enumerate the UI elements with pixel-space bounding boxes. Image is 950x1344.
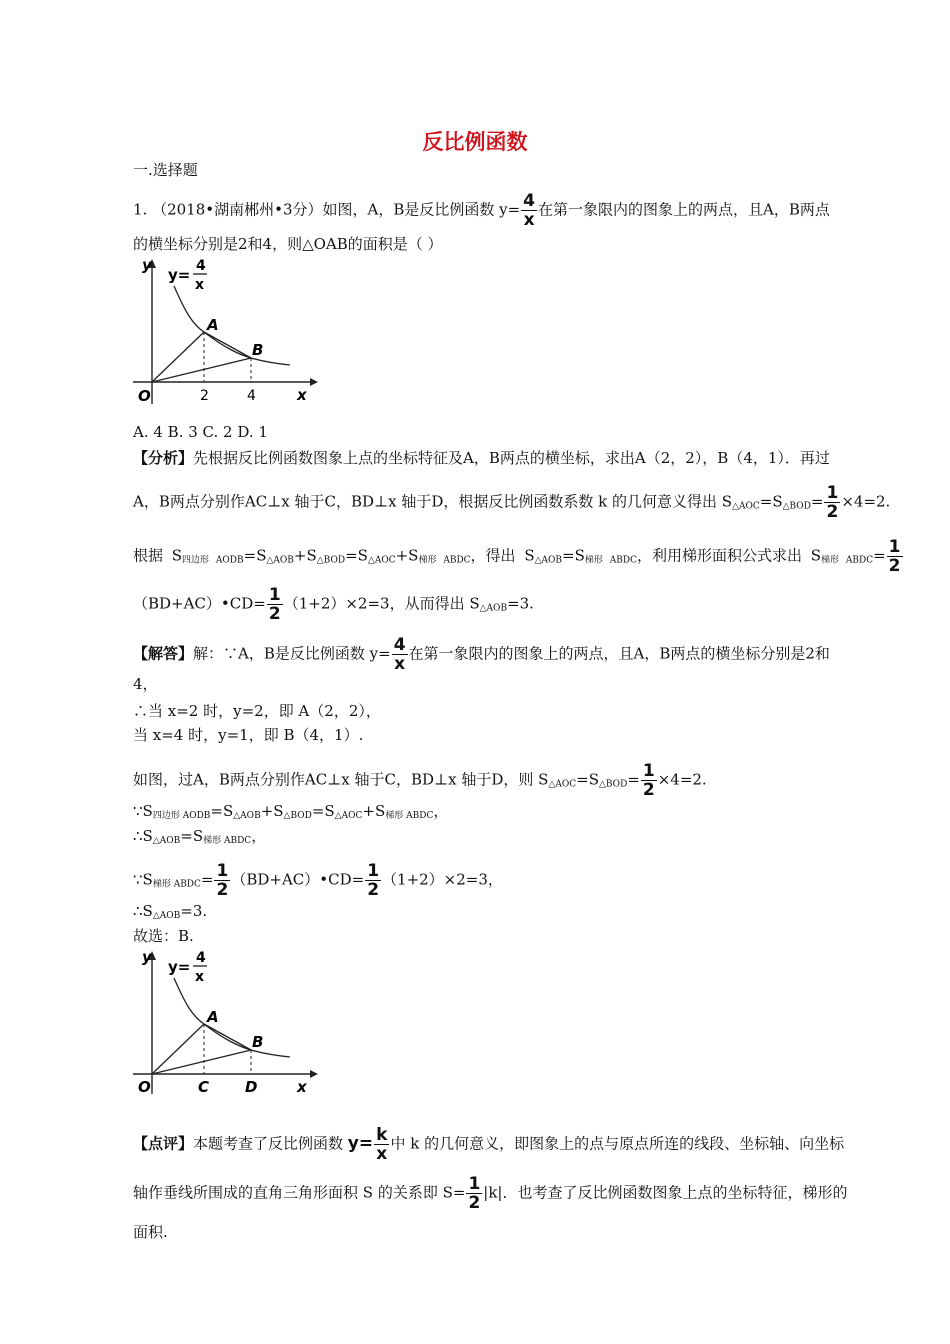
- subscript: △BOD: [283, 811, 312, 821]
- subscript: 梯形 ABDC: [821, 555, 874, 566]
- hyperbola-curve: [174, 286, 290, 365]
- analysis-text: +S: [293, 546, 317, 565]
- subscript: 梯形 ABDC: [418, 555, 471, 566]
- analysis-text: =S: [562, 546, 585, 565]
- analysis-text: =S: [243, 546, 267, 565]
- question-text: 1. （2018•湖南郴州•3分）如图，A，B是反比例函数 y=: [133, 200, 521, 219]
- origin-label: O: [138, 1078, 151, 1096]
- solution-answer: 故选：B.: [133, 927, 194, 945]
- tick-label-4: 4: [247, 388, 256, 404]
- segment-oa: [152, 1024, 204, 1074]
- subscript: △AOB: [152, 911, 181, 921]
- fraction-4-over-x: [521, 192, 537, 229]
- fraction-numerator: 1: [888, 537, 901, 557]
- fraction-numerator: 4: [523, 191, 536, 211]
- point-c-label: C: [198, 1078, 210, 1096]
- fraction-denominator: 2: [268, 604, 281, 624]
- hyperbola-curve: [174, 978, 290, 1057]
- subscript: 四边形 AODB: [152, 811, 211, 821]
- subscript: △AOB: [266, 555, 294, 566]
- subscript: △AOB: [233, 811, 261, 821]
- fraction-numerator: 1: [367, 861, 380, 881]
- subscript: 梯形 ABDC: [152, 879, 201, 890]
- solution-line-5: [133, 762, 707, 799]
- analysis-text: 先根据反比例函数图象上点的坐标特征及A，B两点的横坐标，求出A（2，2），B（4，1）．再过: [193, 449, 830, 467]
- comment-text: 中 k 的几何意义，即图象上的点与原点所连的线段、坐标轴、向坐标: [390, 1134, 845, 1153]
- solution-line-2: 4，: [133, 675, 158, 693]
- subscript: △AOC: [334, 811, 363, 821]
- solution-text: ∵S: [133, 870, 153, 889]
- comment-text: 轴作垂线所围成的直角三角形面积 S 的关系即 S=: [133, 1183, 466, 1202]
- subscript: △AOC: [548, 779, 577, 790]
- analysis-text: 根据 S: [133, 546, 183, 565]
- analysis-text: ，得出 S: [470, 546, 535, 565]
- solution-text: =S: [210, 802, 234, 820]
- subscript: △BOD: [598, 779, 628, 790]
- solution-text: （BD+AC）•CD=: [231, 870, 365, 889]
- solution-text: =3.: [180, 902, 208, 920]
- solution-line-3: ∴当 x=2 时，y=2，即 A（2，2），: [133, 702, 381, 720]
- fraction-denominator: x: [394, 654, 406, 674]
- fraction-numerator: 1: [216, 861, 229, 881]
- function-denominator: x: [195, 969, 205, 985]
- figure-graph-1: [130, 256, 320, 408]
- subscript: △AOC: [367, 555, 396, 566]
- function-numerator: 4: [196, 950, 206, 966]
- solution-text: ∴S: [133, 827, 153, 845]
- function-denominator: x: [195, 277, 205, 293]
- function-label: y=: [168, 266, 191, 284]
- analysis-text: A，B两点分别作AC⊥x 轴于C，BD⊥x 轴于D，根据反比例函数系数 k 的几何意义得出 S: [133, 492, 733, 511]
- x-axis-label: x: [297, 386, 307, 404]
- x-axis-arrow: [310, 378, 318, 386]
- point-a-label: A: [207, 316, 219, 334]
- subscript: 梯形 ABDC: [203, 836, 252, 846]
- answer-options: A. 4 B. 3 C. 2 D. 1: [133, 423, 268, 441]
- solution-text: =S: [576, 770, 599, 789]
- subscript: △AOB: [479, 603, 508, 614]
- fraction-one-half: [466, 1175, 482, 1212]
- analysis-text: =: [873, 546, 886, 565]
- comment-line-1: [133, 1126, 844, 1163]
- subscript: △BOD: [782, 501, 811, 512]
- solution-text: ∵S: [133, 802, 153, 820]
- section-heading: 一.选择题: [133, 161, 198, 179]
- solution-text: =: [627, 770, 640, 789]
- fraction-numerator: 1: [268, 585, 281, 605]
- origin-label: O: [138, 387, 151, 405]
- solution-label: 【解答】: [133, 644, 194, 663]
- segment-ob: [152, 358, 251, 382]
- solution-text: ∴S: [133, 902, 153, 920]
- solution-text: +S: [260, 802, 284, 820]
- solution-text: ，: [251, 827, 267, 845]
- question-line-2: 的横坐标分别是2和4，则△OAB的面积是（ ）: [133, 235, 443, 253]
- fraction-numerator: 1: [826, 483, 839, 503]
- fraction-4-over-x: [392, 636, 408, 673]
- solution-line-7: [133, 826, 266, 851]
- subscript: 梯形 ABDC: [584, 555, 637, 566]
- analysis-text: ×4=2.: [841, 492, 891, 511]
- function-numerator: 4: [196, 258, 206, 274]
- analysis-line-2: [133, 484, 890, 521]
- analysis-text: =S: [759, 492, 783, 511]
- figure-graph-2: [130, 948, 320, 1098]
- solution-text: （1+2）×2=3，: [382, 870, 503, 889]
- segment-ob: [152, 1050, 251, 1074]
- fraction-numerator: 1: [468, 1174, 481, 1194]
- function-label: y=: [168, 958, 191, 976]
- comment-text: 本题考查了反比例函数: [193, 1134, 348, 1153]
- fraction-one-half: [887, 538, 903, 575]
- subscript: △AOC: [732, 501, 760, 512]
- question-text: 在第一象限内的图象上的两点，且A，B两点: [538, 200, 830, 219]
- solution-text: 在第一象限内的图象上的两点，且A，B两点的横坐标分别是2和: [408, 644, 830, 663]
- fraction-one-half: [641, 762, 657, 799]
- segment-ab: [204, 332, 251, 358]
- subscript: 四边形 AODB: [182, 555, 244, 566]
- solution-text: =S: [311, 802, 335, 820]
- formula-prefix: y=: [347, 1133, 374, 1154]
- fraction-one-half: [365, 862, 381, 899]
- analysis-line-1: [133, 448, 830, 468]
- analysis-label: 【分析】: [133, 449, 194, 467]
- fraction-denominator: 2: [642, 780, 655, 800]
- point-b-label: B: [252, 1033, 264, 1051]
- solution-text: =: [200, 870, 214, 889]
- fraction-denominator: x: [376, 1144, 388, 1164]
- fraction-numerator: k: [376, 1125, 388, 1145]
- solution-line-4: 当 x=4 时，y=1，即 B（4，1）.: [133, 726, 364, 744]
- solution-text: +S: [362, 802, 386, 820]
- subscript: △AOB: [152, 836, 181, 846]
- page-title: 反比例函数: [422, 130, 528, 154]
- comment-text: |k|．也考查了反比例函数图象上点的坐标特征，梯形的: [483, 1183, 848, 1202]
- comment-line-3: 面积.: [133, 1223, 168, 1241]
- fraction-denominator: x: [523, 210, 535, 230]
- analysis-text: （1+2）×2=3，从而得出 S: [283, 594, 480, 613]
- subscript: △AOB: [534, 555, 563, 566]
- solution-text: 如图，过A，B两点分别作AC⊥x 轴于C，BD⊥x 轴于D，则 S: [133, 770, 549, 789]
- x-axis-label: x: [297, 1078, 307, 1096]
- y-axis-label: y: [142, 256, 152, 274]
- fraction-numerator: 1: [642, 761, 655, 781]
- comment-label: 【点评】: [133, 1134, 194, 1153]
- analysis-text: （BD+AC）•CD=: [133, 594, 266, 613]
- subscript: △BOD: [316, 555, 346, 566]
- solution-text: ，: [433, 802, 449, 820]
- solution-line-1: [133, 636, 830, 673]
- fraction-k-over-x: [374, 1126, 389, 1163]
- fraction-denominator: 2: [216, 880, 229, 900]
- comment-line-2: [133, 1175, 847, 1212]
- fraction-one-half: [824, 484, 840, 521]
- analysis-text: =: [810, 492, 824, 511]
- solution-text: ×4=2.: [657, 770, 707, 789]
- solution-line-8: [133, 862, 503, 899]
- segment-ab: [204, 1024, 251, 1050]
- fraction-denominator: 2: [826, 502, 839, 522]
- tick-label-2: 2: [200, 388, 209, 404]
- analysis-line-3: [133, 538, 904, 575]
- fraction-one-half: [267, 586, 283, 623]
- y-axis-label: y: [142, 948, 152, 966]
- point-d-label: D: [245, 1078, 258, 1096]
- question-line-1: [133, 192, 830, 229]
- fraction-denominator: 2: [367, 880, 380, 900]
- point-a-label: A: [207, 1008, 219, 1026]
- fraction-denominator: 2: [888, 556, 901, 576]
- solution-text: 解：∵A，B是反比例函数 y=: [193, 644, 391, 663]
- analysis-text: ，利用梯形面积公式求出 S: [636, 546, 821, 565]
- point-b-label: B: [252, 341, 264, 359]
- fraction-denominator: 2: [468, 1193, 481, 1213]
- solution-line-9: [133, 901, 207, 926]
- analysis-line-4: [133, 586, 534, 623]
- segment-oa: [152, 332, 204, 382]
- fraction-numerator: 4: [393, 635, 406, 655]
- analysis-text: =S: [345, 546, 368, 565]
- analysis-text: =3.: [507, 594, 534, 613]
- analysis-text: +S: [395, 546, 419, 565]
- solution-text: =S: [180, 827, 204, 845]
- fraction-one-half: [214, 862, 230, 899]
- solution-line-6: [133, 801, 448, 826]
- subscript: 梯形 ABDC: [385, 811, 434, 821]
- x-axis-arrow: [310, 1070, 318, 1078]
